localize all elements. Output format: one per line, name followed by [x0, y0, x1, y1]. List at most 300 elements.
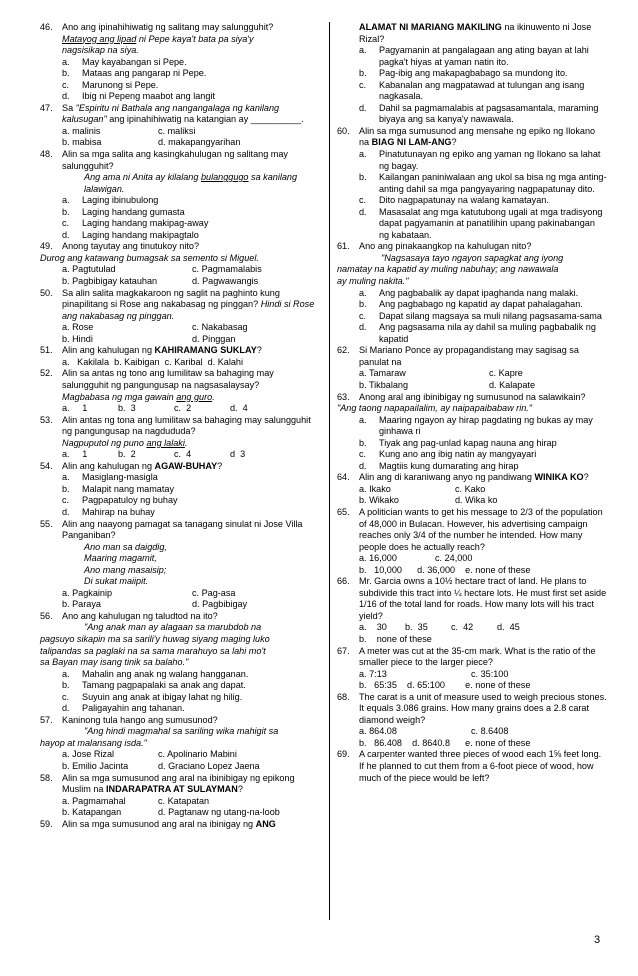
question-53 — [40, 415, 322, 438]
choice-d: d. Wika ko — [455, 495, 498, 506]
example-sentence — [40, 392, 322, 404]
question-text: Kaninong tula hango ang sumusunod? — [62, 714, 218, 725]
question-49 — [40, 241, 322, 253]
choice-letter: d. — [62, 506, 70, 517]
choice-letter: b. — [62, 68, 70, 79]
quoted-text: "Espiritu ni Bathala ang nangangalaga ng kanilang kalusugan" — [62, 102, 280, 125]
choice-b: b. 35 — [405, 622, 428, 633]
choice-c: c. Katapatan — [158, 795, 210, 806]
question-52 — [40, 368, 322, 391]
choice-b: b. 3 — [118, 403, 136, 414]
choices-line: b. 10,000 d. 36,000 e. none of these — [359, 564, 531, 575]
choice-text: May kayabangan si Pepe. — [82, 56, 187, 67]
choice-letter: c. — [62, 218, 70, 229]
question-number: 52. — [40, 368, 53, 379]
choice-text: Laging handang makipagtalo — [82, 229, 199, 240]
choice-d: d. Kalapate — [489, 379, 536, 390]
choice-b: b. Tikbalang — [359, 379, 409, 390]
choice-letter: b. — [359, 68, 367, 79]
question-57 — [40, 715, 322, 727]
question-text-part: Alin sa mga sumusunod ang aral na ibinigay ng — [62, 818, 256, 829]
choice-c: c. Nakabasag — [192, 322, 248, 333]
question-text: Si Mariano Ponce ay propagandistang may sagisag sa panulat na — [359, 345, 579, 367]
choice-text: Kailangan paniniwalaan ang ukol sa bisa ng mga anting-anting dahil sa mga pangyayaring nagpapatunay dito. — [379, 172, 607, 194]
choices-row — [40, 449, 322, 461]
example-text: ni Pepe kaya't bata pa siya'y — [136, 33, 254, 44]
choice-text: Laging ibinubulong — [82, 195, 159, 206]
question-number: 60. — [337, 125, 350, 136]
question-text: Ano ang kahulugan ng taludtod na ito? — [62, 610, 218, 621]
question-47 — [40, 103, 322, 126]
question-text: Alin sa antas ng tono ang lumilitaw sa bahaging may salungguhit ng pangungusap na nagsasalaysay? — [62, 368, 274, 390]
example-text: sa kanilang lalawigan. — [84, 172, 298, 194]
question-text: A carpenter wanted three pieces of wood each 1⅝ feet long. If he planned to cut them from a 6-foot piece of wood, how much of the piece would be left? — [359, 749, 602, 783]
bold-term: BIAG NI LAM-ANG — [371, 137, 452, 148]
question-61 — [337, 241, 607, 253]
choice-c — [40, 692, 322, 704]
choices-row — [337, 553, 607, 565]
choice-a: a. Pagtutulad — [62, 264, 116, 275]
right-column — [337, 22, 607, 784]
quoted-verse: talipandas sa paglaki na sa sama marahuyo sa lahi mo't — [40, 645, 266, 656]
question-54 — [40, 461, 322, 473]
choice-a: a. Jose Rizal — [62, 749, 115, 760]
choice-c — [337, 195, 607, 207]
question-number: 59. — [40, 818, 53, 829]
question-69 — [337, 749, 607, 784]
choice-text: Dito nagpapatunay na walang kamatayan. — [379, 195, 549, 206]
question-text — [62, 288, 322, 323]
question-text-part: Alin sa mga sumusunod ang aral na ibinibigay ng epikong Muslim na — [62, 772, 295, 795]
question-text-part: Sa alin salita magkakaroon ng saglit na paghinto kung pinapilitang si Rose ang nakabasag ng pinggan? — [62, 287, 280, 310]
choice-c: c. 35:100 — [471, 668, 509, 679]
choice-letter: a. — [359, 287, 367, 298]
quoted-text: Hindi si Rose ang nakabasag ng pinggan. — [62, 299, 315, 321]
quoted-verse: pagsuyo sikapin ma sa sarili'y huwag siyang maging luko — [40, 633, 270, 644]
choice-text: Laging handang makipag-away — [82, 218, 209, 229]
choice-d: d. Graciano Lopez Jaena — [158, 761, 260, 771]
question-48 — [40, 149, 322, 172]
question-number: 65. — [337, 506, 350, 517]
example-sentence — [40, 438, 322, 450]
left-column — [40, 22, 322, 830]
choice-letter: d. — [359, 206, 367, 217]
choice-text: Ang pagbabago ng kapatid ay dapat pahalagahan. — [379, 299, 583, 310]
choice-text: Pagyamanin at pangalagaan ang ating bayan at lahi pagka't hiyas at yaman natin ito. — [379, 45, 589, 67]
question-number: 54. — [40, 460, 53, 471]
choices-row — [337, 484, 607, 496]
question-number: 66. — [337, 576, 350, 587]
question-58 — [40, 773, 322, 796]
question-text-part: ? — [256, 345, 262, 356]
choice-letter: b. — [359, 172, 367, 183]
question-text — [62, 103, 322, 126]
choice-c — [337, 80, 607, 103]
question-text: Mr. Garcia owns a 10½ hectare tract of land. He plans to subdivide this tract into ¼ hectare lots. He must first set aside 1/16 of the total land for roads. How many lots will his tract yield? — [359, 576, 607, 621]
question-number: 68. — [337, 691, 350, 702]
question-text-part: Alin ang di karaniwang anyo ng pandiwang — [359, 472, 535, 483]
choice-letter: c. — [62, 495, 70, 506]
choices-row — [337, 669, 607, 681]
question-text — [62, 345, 322, 357]
question-60 — [337, 126, 607, 149]
question-number: 64. — [337, 472, 350, 483]
question-67 — [337, 646, 607, 669]
example-sentence — [40, 34, 322, 46]
choice-a: a. Ikako — [359, 483, 391, 494]
example-text: Nagpuputol ng puno — [62, 437, 147, 448]
question-text-part: ang ipinahihiwatig na katangian ay __________. — [106, 114, 304, 125]
page-number: 3 — [594, 934, 601, 946]
poem-line: Maaring magamit, — [84, 553, 157, 564]
choices-row — [40, 403, 322, 415]
question-text-part: Alin ang kahulugan ng — [62, 345, 155, 356]
choices-line: a. Kakilala b. Kaibigan c. Karibal d. Kalahi — [62, 356, 243, 367]
choice-text: Pagpapatuloy ng buhay — [82, 495, 178, 506]
choice-c: c. 24,000 — [435, 553, 473, 564]
choice-b — [40, 680, 322, 692]
choice-letter: a. — [62, 56, 70, 67]
choice-d — [40, 703, 322, 715]
choice-d: d. Pagwawangis — [192, 276, 259, 287]
underlined-phrase: ang guro — [176, 391, 213, 402]
question-56 — [40, 611, 322, 623]
choice-a: a. 864.08 — [359, 726, 397, 737]
choice-letter: d. — [359, 102, 367, 113]
bold-term: INDARAPATRA AT SULAYMAN — [105, 784, 238, 795]
quoted-verse: sa Bayan may isang tinik sa balaho." — [40, 657, 189, 668]
question-text: A politician wants to get his message to 2/3 of the population of 48,000 in Bulacan. However, his advertising campaign reaches only 3/4 of the number he intended. How many people does he actually reach? — [359, 506, 603, 552]
poem-line: Ano mang masaisip; — [84, 564, 167, 575]
choice-text: Pag-ibig ang makapagbabago sa mundong ito. — [379, 68, 568, 79]
choice-b — [40, 207, 322, 219]
choice-b: b. 2 — [118, 449, 136, 460]
question-number: 67. — [337, 645, 350, 656]
choice-c — [40, 495, 322, 507]
choice-b — [40, 68, 322, 80]
choices-row — [40, 322, 322, 334]
choices-row — [40, 599, 322, 611]
question-number: 63. — [337, 391, 350, 402]
choice-a — [337, 45, 607, 68]
question-text: Ano ang pinakaangkop na kahulugan nito? — [359, 241, 532, 252]
choice-a: a. Pagmamahal — [62, 795, 126, 806]
quoted-proverb: "Ang taong napapailalim, ay naipapaibabaw rin." — [337, 403, 533, 414]
choices-row — [40, 334, 322, 346]
choices-line: b. 65:35 d. 65:100 e. none of these — [359, 680, 531, 691]
choice-letter: c. — [359, 449, 367, 460]
choice-letter: c. — [359, 79, 367, 90]
choice-c: c. Kako — [455, 483, 486, 494]
choice-letter: c. — [62, 691, 70, 702]
choice-c: c. Kapre — [489, 368, 523, 379]
choice-d: d. Pinggan — [192, 333, 236, 344]
question-text: A meter was cut at the 35-cm mark. What is the ratio of the smaller piece to the larger piece? — [359, 645, 596, 668]
question-59 — [40, 819, 322, 831]
choice-text: Dapat silang magsaya sa muli nilang pagsasama-sama — [379, 310, 602, 321]
quoted-verse: ay muling nakita." — [337, 276, 409, 287]
question-text: The carat is a unit of measure used to weigh precious stones. It equals 3.086 grains. How many grains does a 2.8 carat diamond weigh? — [359, 691, 607, 725]
question-number: 56. — [40, 610, 53, 621]
question-number: 62. — [337, 345, 350, 356]
quoted-sentence: Durog ang katawang bumagsak sa semento si Miguel. — [40, 252, 259, 263]
choice-b — [337, 299, 607, 311]
choice-b: b. Wikako — [359, 495, 399, 506]
choice-d: d 3 — [230, 449, 246, 460]
choice-text: Mahalin ang anak ng walang hangganan. — [82, 668, 249, 679]
choice-d — [40, 230, 322, 242]
question-46 — [40, 22, 322, 34]
choice-c — [40, 218, 322, 230]
choice-b: b. Emilio Jacinta — [62, 761, 129, 771]
choice-text: Ang pagbabalik ay dapat ipaghanda nang malaki. — [379, 287, 579, 298]
question-text: Alin sa mga salita ang kasingkahulugan ng salitang may salungguhit? — [62, 149, 288, 171]
question-text-part: ? — [451, 137, 457, 148]
quoted-verse: namatay na kapatid ay muling nabuhay; ang nawawala — [337, 264, 559, 275]
choice-text: Ibig ni Pepeng maabot ang langit — [82, 91, 215, 102]
choice-letter: a. — [62, 668, 70, 679]
choice-letter: d. — [62, 703, 70, 714]
choice-letter: b. — [62, 680, 70, 691]
question-text — [62, 461, 322, 473]
choice-a — [337, 149, 607, 172]
question-65 — [337, 507, 607, 553]
poem-line: Di sukat maiipit. — [84, 576, 149, 587]
underlined-phrase: Matayog ang lipad — [62, 33, 137, 44]
choice-a — [40, 195, 322, 207]
question-text — [62, 819, 322, 831]
choice-text: Marunong si Pepe. — [82, 79, 159, 90]
choice-text: Maaring ngayon ay hirap pagdating ng bukas ay may ginhawa ri — [379, 414, 593, 437]
underlined-phrase: ang lalaki — [146, 437, 185, 448]
choice-e: b. none of these — [359, 633, 432, 644]
choice-a: a. 1 — [62, 403, 88, 414]
question-64 — [337, 472, 607, 484]
choice-a: a. Rose — [62, 322, 94, 333]
question-55 — [40, 519, 322, 542]
choices-row — [337, 622, 607, 634]
question-number: 69. — [337, 749, 350, 760]
choice-a: a. 16,000 — [359, 553, 397, 564]
choice-d: d. Pagtanaw ng utang-na-loob — [158, 807, 280, 818]
choice-a: a. 7:13 — [359, 668, 387, 679]
choices-row — [40, 276, 322, 288]
example-sentence-cont: nagsisikap na siya. — [62, 45, 139, 56]
choice-b: b. mabisa — [62, 137, 102, 148]
choice-letter: b. — [62, 206, 70, 217]
question-62 — [337, 345, 607, 368]
choice-c: c. maliksi — [158, 125, 196, 136]
choice-a — [40, 472, 322, 484]
question-number: 47. — [40, 102, 53, 113]
question-text — [359, 472, 607, 484]
choice-c: c. 2 — [174, 403, 192, 414]
choice-d — [337, 322, 607, 345]
quoted-verse: "Ang hindi magmahal sa sariling wika mahigit sa — [84, 726, 279, 737]
question-text-part: Sa — [62, 102, 76, 113]
question-51 — [40, 345, 322, 357]
choice-d: d. Pagbibigay — [192, 599, 248, 610]
choice-letter: d. — [359, 322, 367, 333]
question-text — [62, 773, 322, 796]
choice-c: c. 42 — [451, 622, 474, 633]
choice-b: b. Hindi — [62, 333, 93, 344]
choice-d: d. makapangyarihan — [158, 137, 241, 148]
question-text: Alin ang naayong pamagat sa tanagang sinulat ni Jose Villa Panganiban? — [62, 518, 303, 541]
choice-text: Masiglang-masigla — [82, 472, 158, 483]
choices-row — [40, 796, 322, 808]
column-divider — [329, 22, 330, 920]
choice-b — [337, 438, 607, 450]
choice-letter: d. — [62, 91, 70, 102]
choice-b — [337, 68, 607, 80]
choice-text: Laging handang gumasta — [82, 206, 185, 217]
question-text: Alin antas ng tona ang lumilitaw sa bahaging may salungguhit ng pangungusap na nagdududa? — [62, 414, 311, 437]
choice-letter: a. — [359, 45, 367, 56]
choice-b — [40, 484, 322, 496]
example-text: . — [212, 391, 215, 402]
choice-a — [40, 669, 322, 681]
choice-text: Malapit nang mamatay — [82, 483, 174, 494]
choice-a: a. 1 — [62, 449, 88, 460]
choice-letter: c. — [359, 310, 367, 321]
choice-text: Magtiis kung dumarating ang hirap — [379, 460, 519, 471]
bold-term: KAHIRAMANG SUKLAY — [154, 345, 257, 356]
choice-text: Ang pagsasama nila ay dahil sa muling pagbabalik ng kapatid — [379, 322, 596, 344]
choices-row — [337, 726, 607, 738]
choice-text: Suyuin ang anak at ibigay lahat ng hilig. — [82, 691, 243, 702]
choice-c: c. Pag-asa — [192, 587, 236, 598]
choice-text: Masasalat ang mga katutubong ugali at mga tradisyong dapat pagyamanin at panatilihin upang pakinabangan ng kabataan. — [379, 206, 603, 240]
choice-a: a. Pagkainip — [62, 587, 113, 598]
choice-a: a. Tamaraw — [359, 368, 406, 379]
question-text: Anong tayutay ang tinutukoy nito? — [62, 241, 200, 252]
question-text-part: ? — [217, 460, 223, 471]
quoted-verse: "Ang anak man ay alagaan sa marubdob na — [84, 622, 262, 633]
choice-letter: d. — [359, 460, 367, 471]
choice-a — [40, 57, 322, 69]
choice-b: b. Paraya — [62, 599, 101, 610]
choice-c — [337, 311, 607, 323]
choices-row — [337, 368, 607, 380]
choice-text: Mataas ang pangarap ni Pepe. — [82, 68, 207, 79]
question-text: Ano ang ipinahihiwatig ng salitang may salungguhit? — [62, 22, 274, 32]
choices-line: b. 86.408 d. 8640.8 e. none of these — [359, 737, 531, 748]
choice-b — [337, 172, 607, 195]
question-number: 61. — [337, 241, 350, 252]
choice-text: Kabanalan ang magpatawad at tulungan ang isang nagkasala. — [379, 79, 585, 102]
choice-letter: a. — [62, 195, 70, 206]
choice-a: a. malinis — [62, 125, 101, 136]
choice-a — [337, 288, 607, 300]
question-number: 58. — [40, 772, 53, 783]
choice-letter: d. — [62, 229, 70, 240]
choice-text: Pinatutunayan ng epiko ang yaman ng Ilokano sa lahat ng bagay. — [379, 149, 601, 171]
question-text-part: ? — [237, 784, 243, 795]
example-text: Magbabasa ng mga gawain — [62, 391, 177, 402]
quoted-verse: hayop at malansang isda." — [40, 737, 147, 748]
choice-letter: c. — [359, 195, 367, 206]
question-number: 48. — [40, 149, 53, 160]
poem-line: Ano man sa daigdig, — [84, 541, 167, 552]
choice-d — [337, 103, 607, 126]
choices-row — [40, 137, 322, 149]
choice-letter: a. — [359, 414, 367, 425]
choice-letter: c. — [62, 79, 70, 90]
choice-d — [337, 207, 607, 242]
question-number: 53. — [40, 414, 53, 425]
question-number: 51. — [40, 345, 53, 356]
bold-term: AGAW-BUHAY — [154, 460, 218, 471]
choice-c — [40, 80, 322, 92]
question-text — [359, 126, 607, 149]
choice-text: Dahil sa pagmamalabis at pagsasamantala, maraming biyaya ang sa kanya'y nawawala. — [379, 102, 599, 125]
choices-row — [40, 761, 322, 773]
choice-c: c. Apolinario Mabini — [158, 749, 237, 760]
question-text-part: na ikinuwento ni Jose Rizal? — [359, 22, 592, 44]
example-text: . — [184, 437, 188, 448]
choice-letter: a. — [62, 472, 70, 483]
choice-c: c. 4 — [174, 449, 192, 460]
question-number: 46. — [40, 22, 53, 32]
question-59-continued — [337, 22, 607, 45]
choices-row — [337, 380, 607, 392]
choice-letter: b. — [62, 483, 70, 494]
question-text-part: Alin sa mga sumusunod ang mensahe ng epiko ng Ilokano na — [359, 125, 596, 148]
question-text-part: ? — [583, 472, 589, 483]
choice-letter: b. — [359, 299, 367, 310]
bold-term: ALAMAT NI MARIANG MAKILING — [359, 22, 502, 32]
choice-d — [337, 461, 607, 473]
bold-term: WINIKA KO — [534, 472, 584, 483]
question-text-part: Alin ang kahulugan ng — [62, 460, 155, 471]
question-number: 57. — [40, 714, 53, 725]
question-text: Anong aral ang ibinibigay ng sumusunod na salawikain? — [359, 391, 586, 402]
choice-text: Tiyak ang pag-unlad kapag nauna ang hirap — [379, 437, 557, 448]
choice-text: Mahirap na buhay — [82, 506, 155, 517]
choice-d — [40, 507, 322, 519]
choices-row — [40, 807, 322, 819]
choice-a: a. 30 — [359, 622, 387, 633]
question-63 — [337, 392, 607, 404]
choice-c: c. Pagmamalabis — [192, 264, 262, 275]
choices-row — [40, 264, 322, 276]
choice-d — [40, 91, 322, 103]
choice-b: b. Katapangan — [62, 807, 122, 818]
choice-a — [337, 415, 607, 438]
choices-row — [40, 749, 322, 761]
question-number: 50. — [40, 287, 53, 298]
choice-d: d. 4 — [230, 403, 248, 414]
choice-text: Paligayahin ang tahanan. — [82, 703, 185, 714]
choice-letter: b. — [359, 437, 367, 448]
choice-b: b. Pagbibigay katauhan — [62, 276, 158, 287]
choice-text: Kung ano ang ibig natin ay mangyayari — [379, 449, 537, 460]
example-text: Ang ama ni Anita ay kilalang — [84, 172, 201, 183]
question-66 — [337, 576, 607, 622]
choices-row — [40, 588, 322, 600]
choice-letter: a. — [359, 149, 367, 160]
question-50 — [40, 288, 322, 323]
choice-d: d. 45 — [497, 622, 520, 633]
choices-row — [337, 495, 607, 507]
example-sentence — [40, 172, 322, 195]
choice-text: Tamang pagpapalaki sa anak ang dapat. — [82, 680, 246, 691]
question-number: 49. — [40, 241, 53, 252]
question-number: 55. — [40, 518, 53, 529]
choice-c — [337, 449, 607, 461]
bold-term: ANG — [255, 818, 276, 829]
